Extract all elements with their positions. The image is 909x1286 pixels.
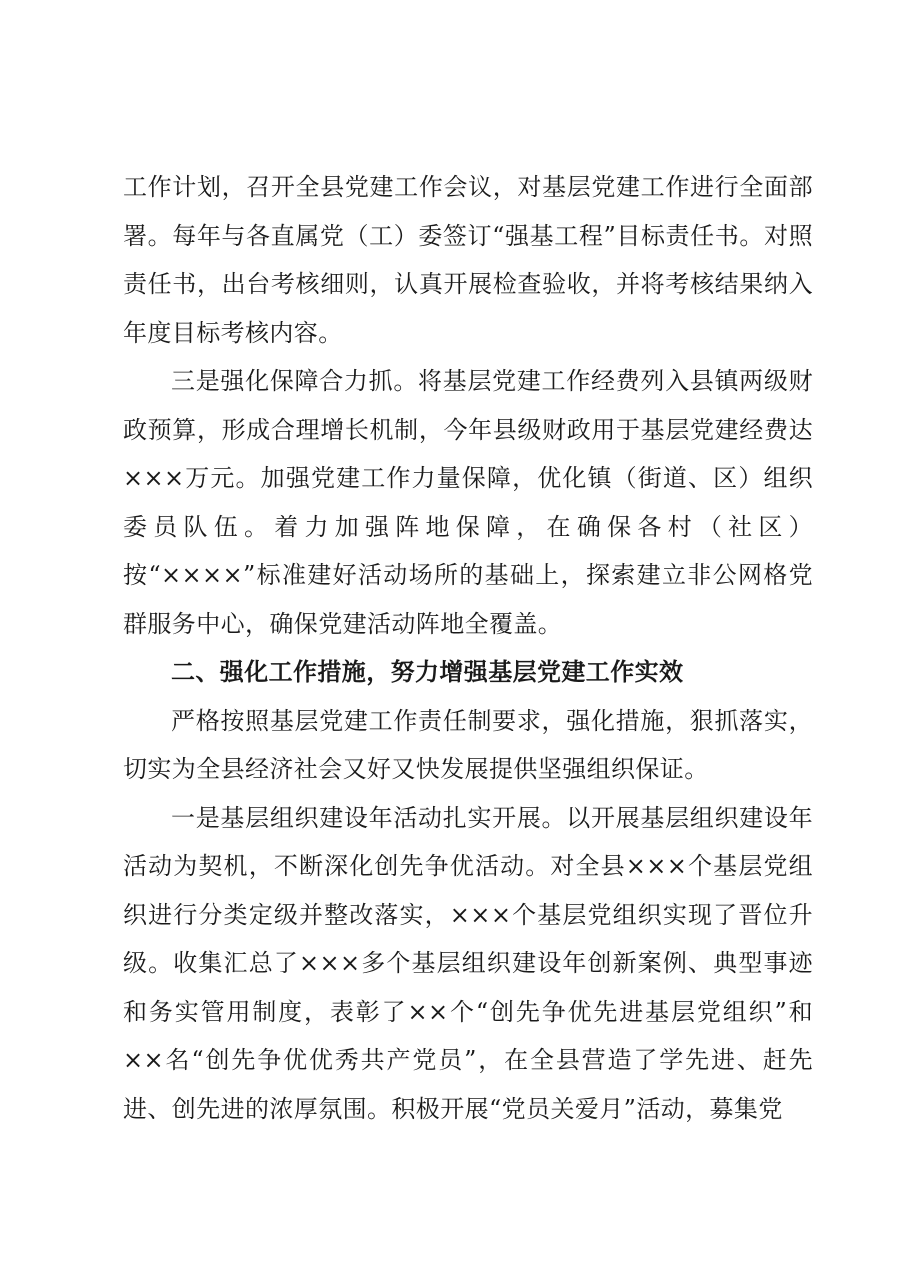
document-body	[123, 163, 813, 1133]
paragraph-guarantee: 三是强化保障合力抓。将基层党建工作经费列入县镇两级财政预算，形成合理增长机制，今年县级财政用于基层党建经费达×××万元。加强党建工作力量保障，优化镇（街道、区）组织委员队伍。着力加强阵地保障，在确保各村（社区）按“××××”标准建好活动场所的基础上，探索建立非公网格党群服务中心，确保党建活动阵地全覆盖。	[123, 367, 813, 638]
paragraph-organization-year: 一是基层组织建设年活动扎实开展。以开展基层组织建设年活动为契机，不断深化创先争优活动。对全县×××个基层党组织进行分类定级并整改落实，×××个基层党组织实现了晋位升级。收集汇总了×××多个基层组织建设年创新案例、典型事迹和务实管用制度，表彰了××个“创先争优先进基层党组织”和××名“创先争优优秀共产党员”，在全县营造了学先进、赶先进、创先进的浓厚氛围。积极开展“党员关爱月”活动，募集党	[123, 803, 813, 1123]
section-heading: 二、强化工作措施，努力增强基层党建工作实效	[171, 658, 684, 686]
paragraph-work-plan: 工作计划，召开全县党建工作会议，对基层党建工作进行全面部署。每年与各直属党（工）委签订“强基工程”目标责任书。对照责任书，出台考核细则，认真开展检查验收，并将考核结果纳入年度目标考核内容。	[123, 173, 813, 347]
paragraph-responsibility: 严格按照基层党建工作责任制要求，强化措施，狠抓落实，切实为全县经济社会又好又快发展提供坚强组织保证。	[123, 706, 813, 783]
